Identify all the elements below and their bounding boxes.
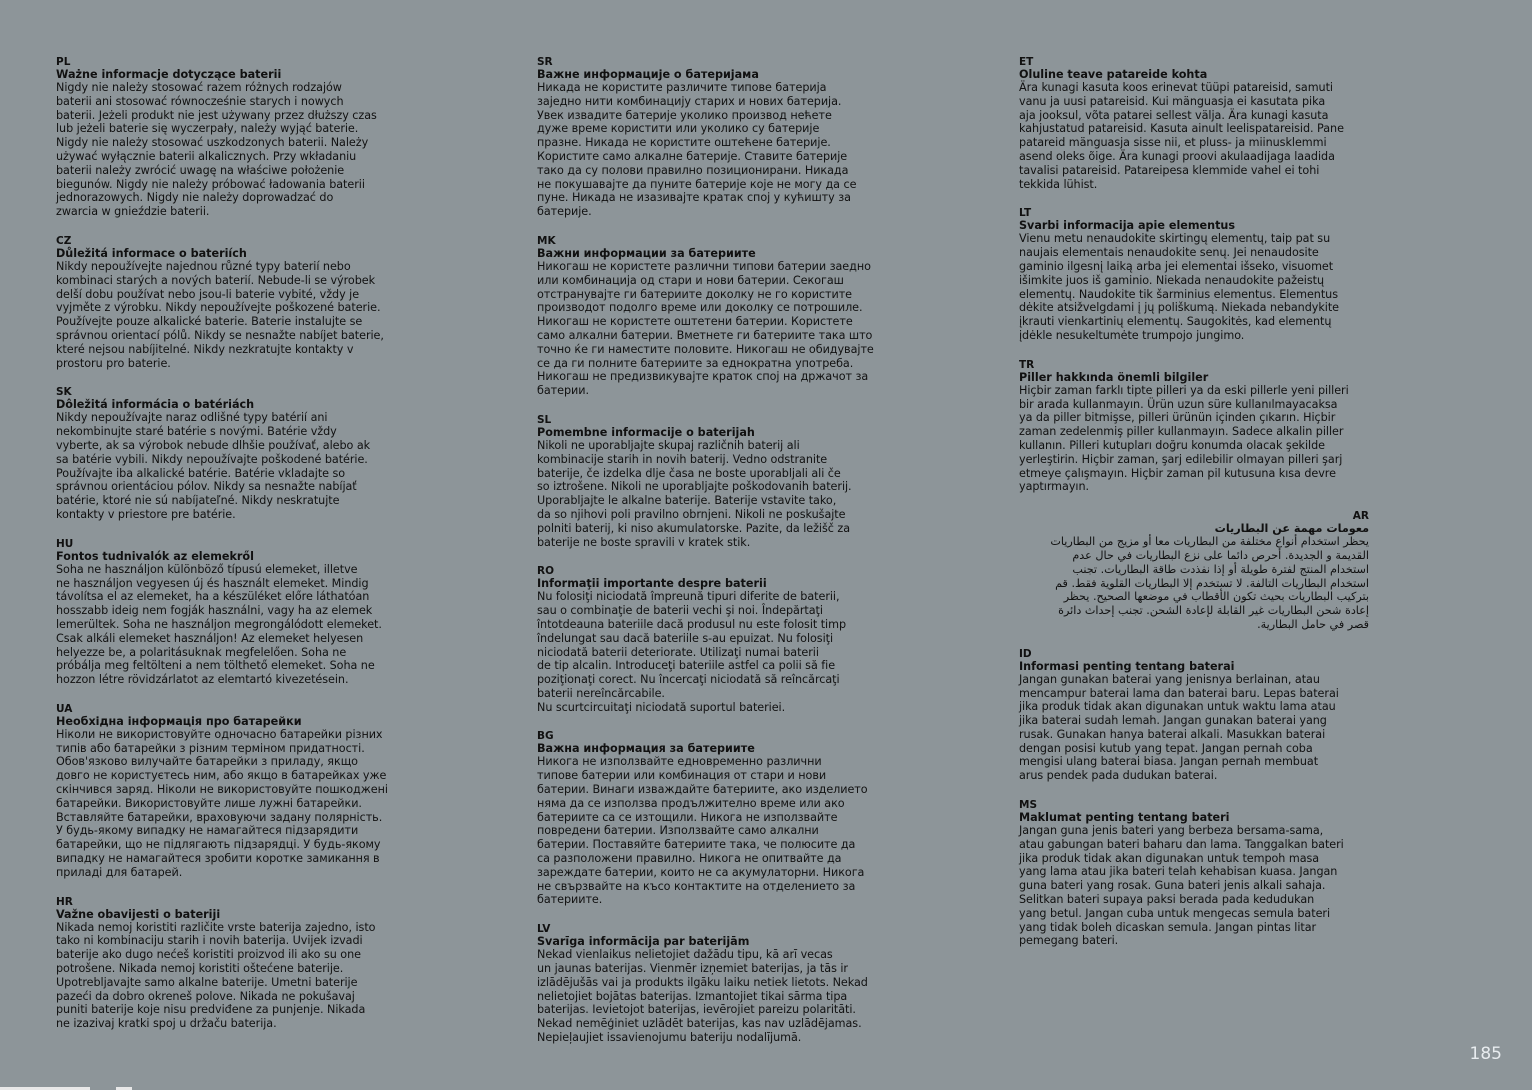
section-heading: Fontos tudnivalók az elemekről [56, 549, 254, 563]
section-body: Jangan guna jenis bateri yang berbeza bersama-sama, atau gabungan bateri baharu dan lama. Tanggalkan bateri jika produk tidak akan digunakan untuk tempoh masa yang lama atau jika bateri telah kehabisan kuasa. Jangan guna bateri yang rosak. Guna bateri jenis alkali sahaja. Selitkan bateri supaya paksi berada pada kedudukan yang betul. Jangan cuba untuk mengecas semula bateri yang tidak boleh dicaskan semula. Jangan pintas litar pemegang bateri. [1019, 824, 1344, 948]
section-heading: Informaţii importante despre baterii [537, 577, 767, 591]
section-heading: Piller hakkında önemli bilgiler [1019, 370, 1209, 384]
section-cz [56, 235, 406, 370]
section-body: Nikdy nepoužívajte naraz odlišné typy batérií ani nekombinujte staré batérie s novými. Batérie vždy vyberte, ak sa výrobok nebude dlhšie používať, alebo ak sa batérie vybili. Nikdy nepoužívajte poškodené batérie. Používajte iba alkalické batérie. Batérie vkladajte so správnou orientáciou pólov. Nikdy sa nesnažte nabíjať batérie, ktoré nie sú nabíjateľné. Nikdy neskratujte kontakty v priestore pre batérie. [56, 411, 371, 521]
section-pl [56, 56, 406, 219]
section-et [1019, 56, 1369, 191]
section-heading: Maklumat penting tentang bateri [1019, 811, 1230, 825]
language-code: RO [537, 565, 555, 578]
language-code: UA [56, 702, 73, 715]
section-sk [56, 386, 406, 521]
language-code: SR [537, 56, 553, 68]
section-body: Jangan gunakan baterai yang jenisnya berlainan, atau mencampur baterai lama dan baterai baru. Lepas baterai jika produk tidak akan digunakan untuk waktu lama atau jika baterai sudah lemah. Jangan gunakan baterai yang rusak. Gunakan hanya baterai alkali. Masukkan baterai dengan posisi kutub yang tepat. Jangan pernah coba mengisi ulang baterai biasa. Jangan pernah membuat arus pendek pada dudukan baterai. [1019, 672, 1339, 783]
section-id [1019, 648, 1369, 783]
language-code: CZ [56, 234, 72, 247]
language-code: LV [537, 923, 551, 936]
section-heading: Dôležitá informácia o batériách [56, 398, 255, 412]
section-heading: Važne obavijesti o baterijі [56, 907, 221, 921]
section-mk [537, 235, 887, 398]
section-heading: Informasi penting tentang baterai [1019, 659, 1235, 673]
section-ua [56, 703, 406, 880]
section-heading: Důležitá informace o bateriích [56, 246, 247, 260]
section-body: Никогаш не користете различни типови батерии заедно или комбинација од стари и нови батерии. Секогаш отстранувајте ги батериите доколку не го користите производот подолго време или доколку се потрошиле. Никогаш не користете оштетени батерии. Користете само алкални батерии. Вметнете ги батериите така што точно ќе ги наместите половите. Никогаш не обидувајте се да ги полните батериите за еднократна употреба. Никогаш не предизвикувајте краток спој на држачот за батерии. [537, 259, 874, 398]
section-heading: Важна информация за батериите [537, 742, 755, 756]
section-hu [56, 538, 406, 687]
section-body: Nikada nemoj koristiti različite vrste baterija zajedno, isto tako ni kombinaciju starih i novih baterija. Uvijek izvadi baterije ako dugo nećeš koristiti proizvod ili ako su one potrošene. Nikada nemoj koristiti oštećene baterije. Upotrebljavajte samo alkalne baterije. Umetni baterije pazeći da dobro okreneš polove. Nikada ne pokušavaj puniti baterije koje nisu predviđene za punjenje. Nikada ne izazivaj kratki spoj u držaču baterija. [56, 920, 376, 1031]
section-body: Ära kunagi kasuta koos erinevat tüüpi patareisid, samuti vanu ja uusi patareisid. Kui mänguasja ei kasutata pika aja jooksul, võta patarei sellest välja. Ära kunagi kasuta kahjustatud patareisid. Kasuta ainult leelispatareisid. Pane patareid mänguasja sisse nii, et pluss- ja miinusklemmi asend oleks õige. Ära kunagi proovi akulaadijaga laadida tavalisi patareisid. Patareipesa klemmide vahel ei tohi tekkida lühist. [1019, 81, 1344, 191]
section-body: Nikoli ne uporabljajte skupaj različnih baterij ali kombinacije starih in novih baterij. Vedno odstranite baterije, če izdelka dlje časa ne boste uporabljali ali če so iztrošene. Nikoli ne uporabljajte poškodovanih baterij. Uporabljajte le alkalne baterije. Baterije vstavite tako, da so njihovi poli pravilno obrnjeni. Nikoli ne poskušajte polniti baterij, ki niso akumulatorske. Pazite, da ležišč za baterije ne boste spravili v kratek stik. [537, 438, 852, 549]
page-number: 185 [1469, 1044, 1502, 1064]
language-code: MK [537, 234, 556, 247]
section-sr [537, 56, 887, 219]
section-ms [1019, 799, 1369, 948]
language-code: MS [1019, 799, 1038, 812]
section-body: Ніколи не використовуйте одночасно батарейки різних типів або батарейки з різним терміном придатності. Обов'язково вилучайте батарейки з приладу, якщо довго не користуєтесь ним, або якщо в батарейках уже скінчився заряд. Ніколи не використовуйте пошкоджені батарейки. Використовуйте лише лужні батарейки. Вставляйте батарейки, враховуючи задану полярність. У будь-якому випадку не намагайтеся підзарядити батарейки, що не підлягають підзарядці. У будь-якому випадку не намагайтеся зробити коротке замикання в приладі для батарей. [56, 727, 388, 879]
language-code: SK [56, 386, 72, 399]
language-code: BG [537, 730, 554, 743]
section-heading: Oluline teave patareide kohta [1019, 68, 1208, 81]
section-body: Никада не користите различите типове батерија заједно нити комбинацију старих и нових батерија. Увек извадите батерије уколико производ нећете дуже време користити или уколико су батерије празне. Никада не користите оштећене батерије. Користите само алкалне батерије. Ставите батерије тако да су полови правилно позиционирани. Никада не покушавајте да пуните батерије које не могу да се пуне. Никада не изазивајте кратак спој у кућишту за батерије. [537, 81, 857, 219]
language-code: HU [56, 537, 74, 550]
section-heading: Svarīga informācija par baterijām [537, 935, 750, 949]
language-code: PL [56, 56, 71, 68]
language-code: HR [56, 895, 73, 908]
section-heading: Важне информације о батеријама [537, 68, 759, 81]
section-body: Nekad vienlaikus nelietojiet dažādu tipu, kā arī vecas un jaunas baterijas. Vienmēr izņemiet baterijas, ja tās ir izlādējušās vai ja produkts ilgāku laiku netiek lietots. Nekad nelietojiet bojātas baterijas. Izmantojiet tikai sārma tipa baterijas. Ievietojot baterijas, ievērojiet pareizu polaritāti. Nekad nemēģiniet uzlādēt baterijas, kas nav uzlādējamas. Nepieļaujiet issavienojumu bateriju nodalījumā. [537, 948, 868, 1045]
section-body: Nikdy nepoužívejte najednou různé typy baterií nebo kombinaci starých a nových baterií. Nebude-li se výrobek delší dobu používat nebo jsou-li baterie vybité, vždy je vyjměte z výrobku. Nikdy nepoužívejte poškozené baterie. Používejte pouze alkalické baterie. Baterie instalujte se správnou orientací pólů. Nikdy se nesnažte nabíjet baterie, které nejsou nabíjitelné. Nikdy nezkratujte kontakty v prostoru pro baterie. [56, 259, 384, 370]
section-heading: Svarbi informacija apie elementus [1019, 219, 1236, 233]
language-code: SL [537, 413, 552, 426]
column-1 [56, 56, 406, 1047]
section-hr [56, 896, 406, 1031]
section-heading: Ważne informacje dotyczące baterii [56, 68, 282, 81]
section-body: Nu folosiţi niciodată împreună tipuri diferite de baterii, sau o combinaţie de baterii vechi şi noi. Îndepărtaţi întotdeauna bateriile dacă produsul nu este folosit timp îndelungat sau dacă bateriile s-au epuizat. Nu folosiţi niciodată baterii deteriorate. Utilizaţi numai baterii de tip alcalin. Introduceţi bateriile astfel ca polii să fie poziţionaţi corect. Nu încercaţi niciodată să reîncărcaţi baterii nereîncărcabile. Nu scurtcircuitaţi niciodată suportul bateriei. [537, 590, 847, 714]
section-body: Nigdy nie należy stosować razem różnych rodzajów baterii ani stosować równocześnie starych i nowych baterii. Jeżeli produkt nie jest używany przez dłuższy czas lub jeżeli baterie się wyczerpały, należy wyjąć baterie. Nigdy nie należy stosować uszkodzonych baterii. Należy używać wyłącznie baterii alkalicznych. Przy wkładaniu baterii należy zwrócić uwagę na właściwe położenie biegunów. Nigdy nie należy próbować ładowania baterii jednorazowych. Nigdy nie należy doprowadzać do zwarcia w gnieździe baterii. [56, 81, 377, 219]
section-body: Никога не използвайте едновременно различни типове батерии или комбинация от стари и нови батерии. Винаги изваждайте батериите, ако изделието няма да се използва продължително време или ако батериите са се изтощили. Никога не използвайте повредени батерии. Използвайте само алкални батерии. Поставяйте батериите така, че полюсите да са разположени правилно. Никога не опитвайте да зареждате батерии, които не са акумулаторни. Никога не свързвайте на късо контактите на отделението за батериите. [537, 755, 868, 907]
language-code: LT [1019, 207, 1032, 220]
language-code: ID [1019, 647, 1032, 660]
section-bg [537, 730, 887, 907]
column-2 [537, 56, 887, 1061]
section-heading: Важни информации за батериите [537, 246, 756, 260]
section-tr [1019, 359, 1369, 494]
section-heading: معومات مهمة عن البطاريات [1214, 522, 1369, 536]
column-3 [1019, 56, 1369, 964]
language-code: TR [1019, 358, 1035, 371]
section-ar [1019, 510, 1369, 632]
section-ro [537, 565, 887, 714]
section-lv [537, 923, 887, 1045]
section-body: Hiçbir zaman farklı tipte pilleri ya da eski pillerle yeni pilleri bir arada kullanmayın. Ürün uzun süre kullanılmayacaksa ya da piller bitmişse, pilleri ürünün içinden çıkarın. Hiçbir zaman zedelenmiş piller kullanmayın. Sadece alkalin piller kullanın. Pilleri kutupları doğru konumda olacak şekilde yerleştirin. Hiçbir zaman, şarj edilebilir olmayan pilleri şarj etmeye çalışmayın. Hiçbir zaman pil kutusuna kısa devre yaptırmayın. [1019, 383, 1349, 494]
section-body: يحظر استخدام أنواع مختلفة من البطاريات معا أو مزيج من البطاريات القديمة و الجديدة. أحرص دائما على نزع البطاريات في حال عدم استخدام المنتج لفترة طويلة أو إذا نفذدت طاقة البطاريات. تجنب استخدام البطاريات التالفة. لا تستخدم إلا البطاريات القلوية فقط. قم بتركيب البطاريات بحيث تكون الأقطاب في موضعها الصحيح. يحظر إعادة شحن البطاريات غير القابلة لإعادة الشحن. تجنب إحداث دائرة قصر في حامل البطارية. [1050, 535, 1369, 631]
language-code: AR [1352, 510, 1369, 523]
section-lt [1019, 207, 1369, 342]
section-body: Soha ne használjon különböző típusú elemeket, illetve ne használjon vegyesen új és használt elemeket. Mindig távolítsa el az elemeket, ha a készüléket előre láthatóan hosszabb ideig nem fogják használni, vagy ha az elemek lemerültek. Soha ne használjon megrongálódott elemeket. Csak alkáli elemeket használjon! Az elemeket helyesen helyezze be, a polaritásuknak megfelelően. Soha ne próbálja meg feltölteni a nem tölthető elemeket. Soha ne hozzon létre rövidzárlatot az elemtartó kivezetésein. [56, 562, 382, 687]
section-body: Vienu metu nenaudokite skirtingų elementų, taip pat su naujais elementais nenaudokite senų. Jei nenaudosite gaminio ilgesnį laiką arba jei elementai išseko, visuomet išimkite juos iš gaminio. Niekada nenaudokite pažeistų elementų. Naudokite tik šarminius elementus. Elementus dėkite atsižvelgdami į jų poliškumą. Niekada nebandykite įkrauti vienkartinių elementų. Saugokitės, kad elementų įdėkle nesukeltumėte trumpojo jungimo. [1019, 232, 1339, 342]
language-code: ET [1019, 56, 1034, 68]
section-sl [537, 414, 887, 549]
section-heading: Pomembne informacije o baterijah [537, 425, 755, 439]
section-heading: Необхідна інформація про батарейки [56, 714, 302, 728]
